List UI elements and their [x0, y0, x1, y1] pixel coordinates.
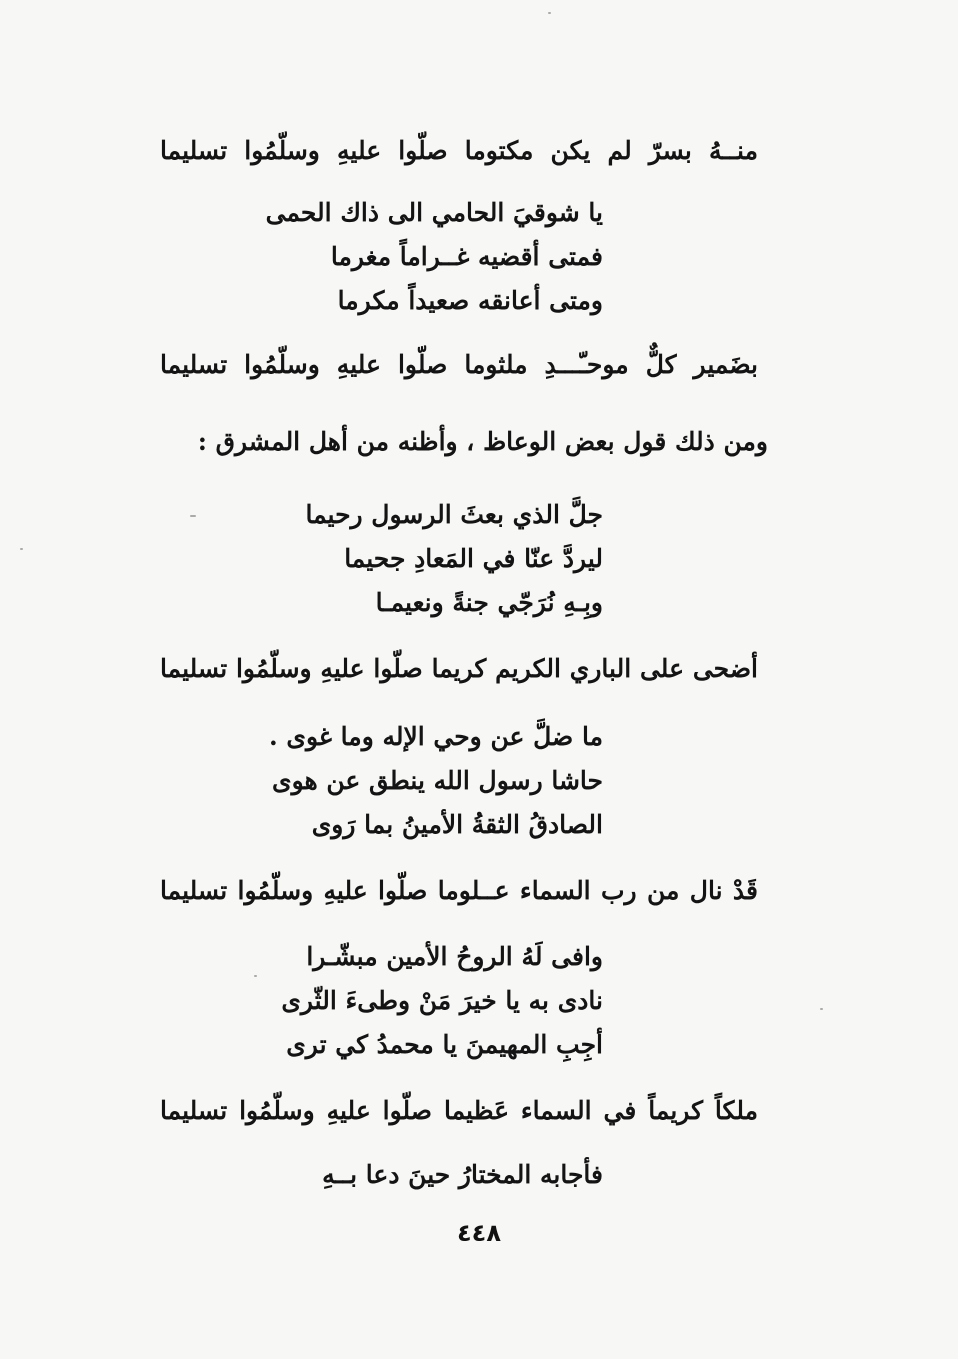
- refrain-line-3: أضحى على الباري الكريم كريما صلّوا عليهِ وسلّمُوا تسليما: [160, 654, 758, 683]
- verse-line-2: فمتى أقضيه غــراماً مغرما: [330, 242, 603, 271]
- verse-line-11: نادى به يا خيرَ مَنْ وطىءَ الثّرى: [281, 986, 603, 1015]
- verse-line-6: وبِـهِ نُرَجّي جنةً ونعيمـا: [375, 588, 603, 617]
- scan-speck: [190, 515, 196, 517]
- refrain-line-2: بضَمير كلٌّ موحـّـــدِ ملثوما صلّوا عليهِ وسلّمُوا تسليما: [160, 350, 758, 379]
- verse-line-4: جلَّ الذي بعثَ الرسول رحيما: [305, 500, 603, 529]
- verse-line-8: حاشا رسول الله ينطق عن هوى: [272, 766, 603, 795]
- verse-line-3: ومتى أعانقه صعيداً مكرما: [337, 286, 603, 315]
- verse-line-1: يا شوقيَ الحامي الى ذاك الحمى: [265, 198, 603, 227]
- refrain-line-4: قَدْ نال من رب السماء عــلوما صلّوا عليهِ وسلّمُوا تسليما: [160, 876, 758, 905]
- scan-speck: [254, 975, 257, 977]
- refrain-line-1: منــهُ بسرّ لم يكن مكتوما صلّوا عليهِ وسلّمُوا تسليما: [160, 136, 758, 165]
- verse-line-12: أجِبِ المهيمنَ يا محمدُ كي ترى: [286, 1030, 603, 1059]
- verse-line-10: وافى لَهُ الروحُ الأمين مبشّـرا: [306, 942, 603, 971]
- prose-line-intro: ومن ذلك قول بعض الوعاظ ، وأظنه من أهل المشرق :: [197, 427, 768, 456]
- verse-line-5: ليردَّ عنّا في المَعادِ جحيما: [344, 544, 603, 573]
- refrain-line-5: ملكاً كريماً في السماء عَظيما صلّوا عليهِ وسلّمُوا تسليما: [160, 1096, 758, 1125]
- scan-speck: [820, 1008, 823, 1010]
- scan-speck: [548, 12, 551, 14]
- verse-line-7: ما ضلَّ عن وحي الإله وما غوى .: [269, 722, 603, 751]
- page-number: ٤٤٨: [457, 1219, 501, 1247]
- verse-line-13: فأجابه المختارُ حينَ دعا بــهِ: [322, 1160, 603, 1189]
- verse-line-9: الصادقُ الثقةُ الأمينُ بما رَوى: [311, 810, 603, 839]
- scan-speck: [20, 548, 23, 550]
